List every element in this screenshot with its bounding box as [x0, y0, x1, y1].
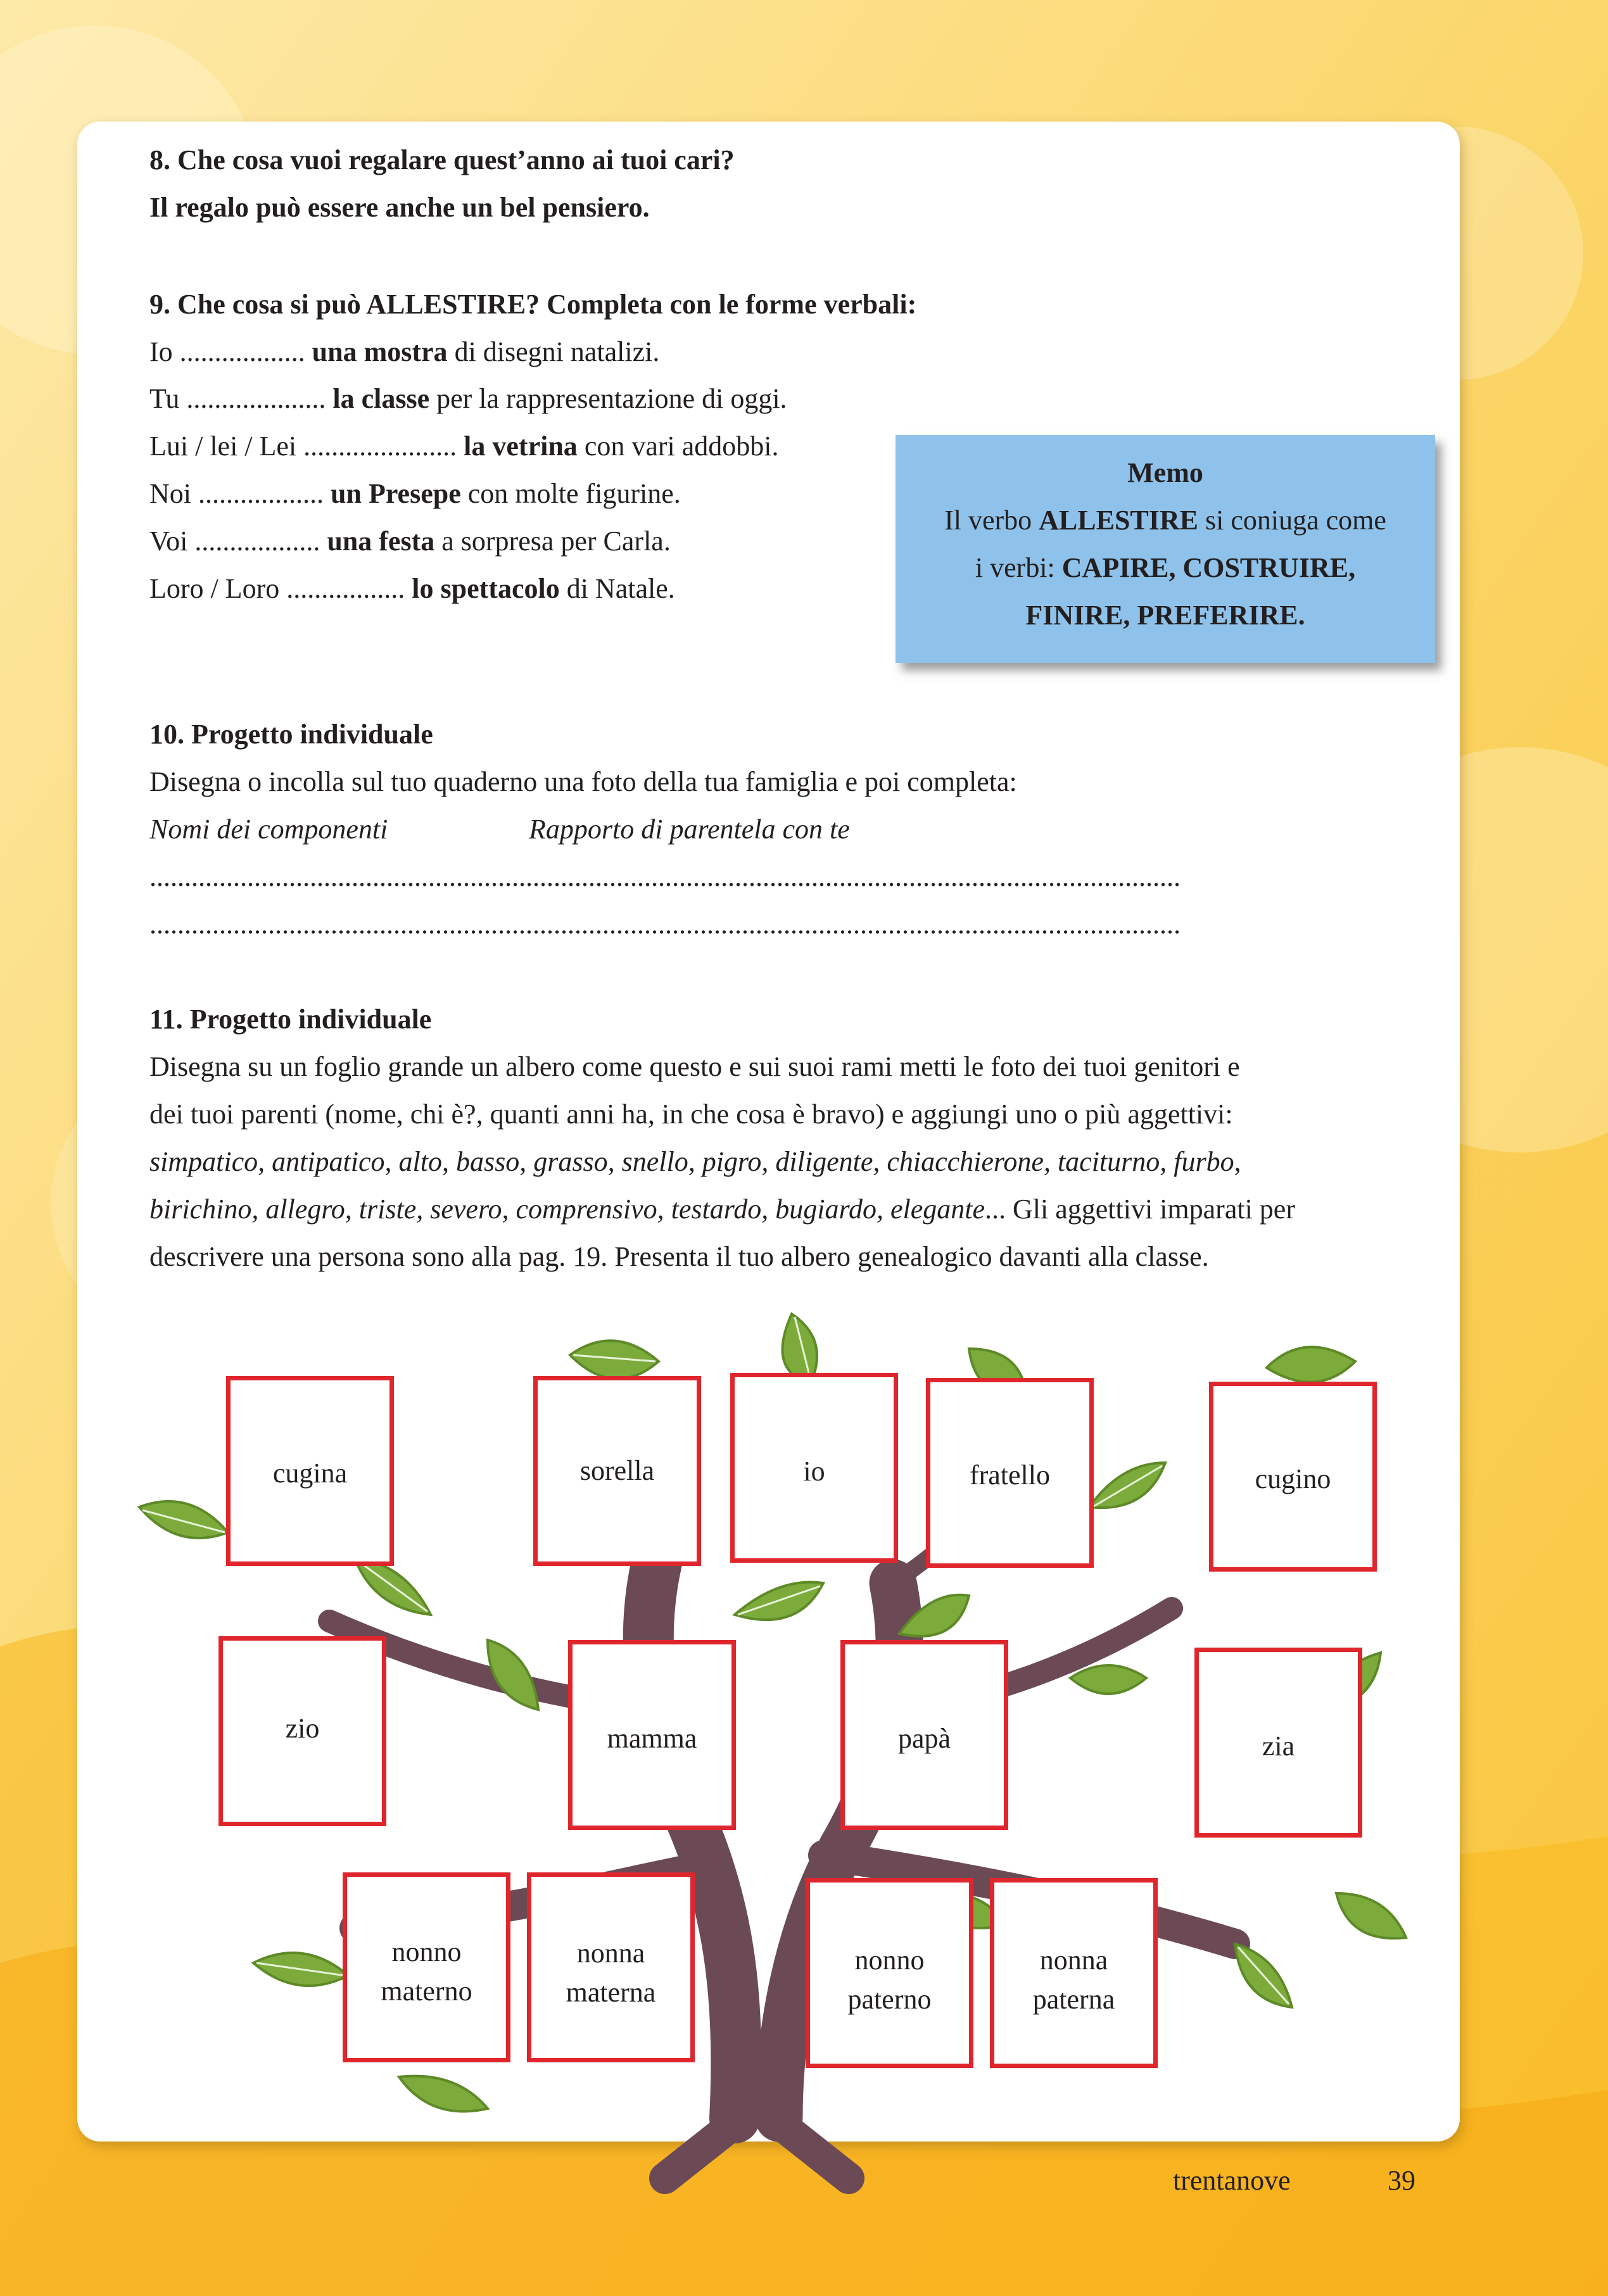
tree-label: materno: [381, 1976, 472, 2007]
exercise-11-line-3: simpatico, antipatico, alto, basso, grasso, snello, pigro, diligente, chiacchierone, taciturno, furbo,: [149, 1146, 1241, 1177]
exercise-9-row: Loro / Loro ................. lo spettacolo di Natale.: [149, 573, 675, 604]
tree-box-cugina: [226, 1376, 394, 1566]
tree-box-nonno-materno: [343, 1872, 510, 2062]
exercise-10-title: 10. Progetto individuale: [149, 719, 433, 750]
tree-box-io: [730, 1373, 898, 1563]
exercise-10-dotted-line[interactable]: ....................................................................................................................................................: [149, 909, 1181, 940]
memo-line-3: FINIRE, PREFERIRE.: [1025, 600, 1305, 631]
tree-box-sorella: [533, 1376, 701, 1566]
memo-box: [896, 435, 1435, 663]
memo-line-2: i verbi: CAPIRE, COSTRUIRE,: [975, 552, 1356, 583]
exercise-11-title: 11. Progetto individuale: [149, 1004, 432, 1035]
tree-box-zia: [1194, 1648, 1362, 1838]
tree-box-mamma: [568, 1640, 736, 1830]
tree-label: io: [803, 1456, 825, 1487]
exercise-10-text: Disegna o incolla sul tuo quaderno una foto della tua famiglia e poi completa:: [149, 766, 1017, 797]
exercise-9-row: Io .................. una mostra di disegni natalizi.: [149, 336, 660, 367]
tree-box-fratello: [926, 1378, 1094, 1568]
exercise-10-column-names: Nomi dei componenti: [149, 814, 388, 845]
tree-label: nonna: [576, 1938, 645, 1969]
exercise-9-title: 9. Che cosa si può ALLESTIRE? Completa con le forme verbali:: [149, 289, 917, 320]
exercise-9-row: Noi .................. un Presepe con molte figurine.: [149, 478, 681, 509]
tree-box-papa: [840, 1640, 1008, 1830]
exercise-8-line-2: Il regalo può essere anche un bel pensiero.: [149, 192, 650, 223]
tree-label: nonno: [391, 1936, 462, 1967]
exercise-10-column-relation: Rapporto di parentela con te: [529, 814, 850, 845]
tree-box-nonno-paterno: [806, 1878, 973, 2068]
tree-label: paterna: [1032, 1984, 1115, 2015]
tree-label: nonno: [854, 1945, 925, 1976]
tree-label: materna: [566, 1977, 656, 2008]
exercise-11-line-4: birichino, allegro, triste, severo, comprensivo, testardo, bugiardo, elegante... Gli aggettivi imparati per: [149, 1194, 1295, 1225]
page-number-word: trentanove: [1173, 2165, 1291, 2196]
exercise-8-line-1: 8. Che cosa vuoi regalare quest’anno ai tuoi cari?: [149, 144, 735, 175]
tree-box-cugino: [1209, 1382, 1377, 1572]
tree-label: sorella: [579, 1455, 655, 1486]
tree-label: papà: [897, 1723, 951, 1754]
tree-box-nonna-paterna: [990, 1878, 1158, 2068]
exercise-9-row: Tu .................... la classe per la rappresentazione di oggi.: [149, 383, 787, 414]
exercise-9-row: Lui / lei / Lei ...................... la vetrina con vari addobbi.: [149, 431, 779, 462]
tree-box-nonna-materna: [527, 1872, 695, 2062]
tree-label: nonna: [1039, 1945, 1108, 1976]
tree-label: mamma: [607, 1723, 697, 1754]
tree-label: paterno: [847, 1984, 932, 2015]
exercise-9-row: Voi .................. una festa a sorpresa per Carla.: [149, 526, 671, 557]
page-number: 39: [1388, 2165, 1415, 2196]
tree-label: fratello: [969, 1460, 1051, 1491]
tree-box-zio: [218, 1636, 386, 1826]
exercise-11-line-1: Disegna su un foglio grande un albero come questo e sui suoi rami metti le foto dei tuoi genitori e: [149, 1051, 1240, 1082]
tree-label: zia: [1262, 1731, 1295, 1762]
tree-label: cugino: [1255, 1463, 1331, 1494]
exercise-10-dotted-line[interactable]: ....................................................................................................................................................: [149, 861, 1181, 892]
tree-label: cugina: [272, 1458, 348, 1489]
memo-line-1: Il verbo ALLESTIRE si coniuga come: [944, 505, 1386, 536]
memo-title: Memo: [1127, 457, 1203, 488]
tree-label: zio: [285, 1713, 320, 1744]
exercise-11-line-5: descrivere una persona sono alla pag. 19. Presenta il tuo albero genealogico davanti alla classe.: [149, 1241, 1209, 1272]
exercise-11-line-2: dei tuoi parenti (nome, chi è?, quanti anni ha, in che cosa è bravo) e aggiungi uno o più aggettivi:: [149, 1099, 1233, 1130]
